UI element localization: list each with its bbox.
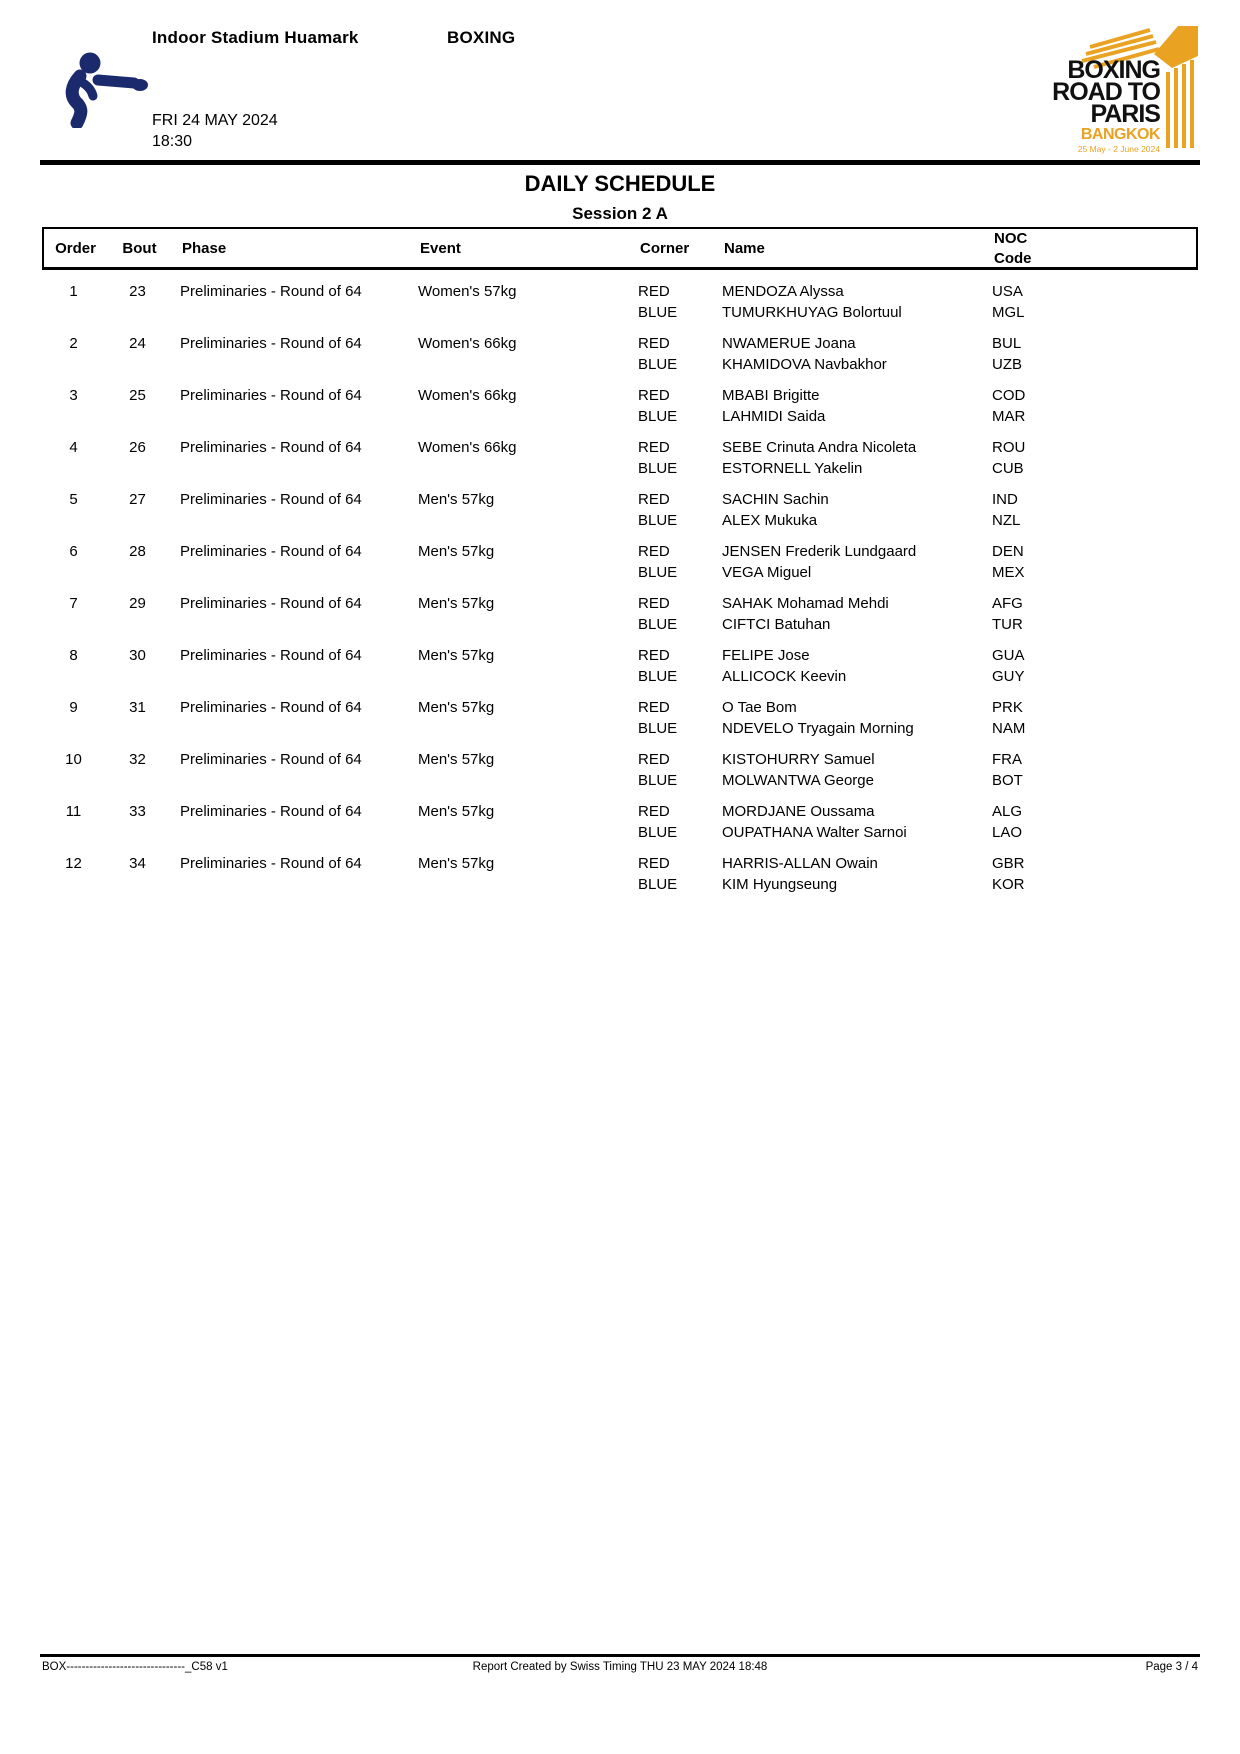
noc-cell	[992, 697, 1198, 739]
session-time: 18:30	[152, 133, 193, 150]
name-cell	[722, 333, 992, 375]
phase-cell: Preliminaries - Round of 64	[180, 283, 362, 300]
red-athlete-name: SEBE Crinuta Andra Nicoleta	[722, 439, 917, 456]
blue-corner-label: BLUE	[638, 720, 678, 737]
red-corner-label: RED	[638, 751, 670, 768]
col-header-noc-line2: Code	[994, 250, 1032, 267]
blue-noc-code: TUR	[992, 616, 1023, 633]
schedule-table-header	[42, 227, 1198, 270]
page-title: DAILY SCHEDULE	[524, 171, 716, 196]
order-cell: 6	[69, 543, 78, 560]
blue-corner-label: BLUE	[638, 304, 678, 321]
corner-cell	[638, 281, 722, 323]
red-corner-label: RED	[638, 803, 670, 820]
red-athlete-name: HARRIS-ALLAN Owain	[722, 855, 878, 872]
phase-cell: Preliminaries - Round of 64	[180, 803, 362, 820]
boxing-pictogram-icon	[52, 50, 148, 128]
table-row	[42, 645, 1198, 687]
col-header-order: Order	[55, 240, 96, 257]
session-subtitle: Session 2 A	[572, 204, 668, 223]
order-cell: 3	[69, 387, 78, 404]
col-header-name: Name	[724, 240, 765, 257]
footer-divider-rule	[40, 1654, 1200, 1657]
red-corner-label: RED	[638, 283, 670, 300]
blue-corner-label: BLUE	[638, 616, 678, 633]
blue-athlete-name: NDEVELO Tryagain Morning	[722, 720, 914, 737]
blue-corner-label: BLUE	[638, 408, 678, 425]
name-cell	[722, 489, 992, 531]
red-noc-code: BUL	[992, 335, 1022, 352]
logo-dates: 25 May - 2 June 2024	[1077, 144, 1160, 154]
col-header-noc	[994, 229, 1196, 269]
boxing-road-to-paris-logo	[1038, 26, 1202, 158]
noc-cell	[992, 801, 1198, 843]
corner-cell	[638, 593, 722, 635]
col-header-phase: Phase	[182, 240, 227, 257]
noc-cell	[992, 489, 1198, 531]
name-cell	[722, 697, 992, 739]
noc-cell	[992, 541, 1198, 583]
noc-cell	[992, 853, 1198, 895]
name-cell	[722, 385, 992, 427]
table-row	[42, 801, 1198, 843]
phase-cell: Preliminaries - Round of 64	[180, 491, 362, 508]
corner-cell	[638, 853, 722, 895]
order-cell: 12	[65, 855, 82, 872]
bout-cell: 31	[129, 699, 146, 716]
blue-athlete-name: ALLICOCK Keevin	[722, 668, 847, 685]
blue-athlete-name: VEGA Miguel	[722, 564, 812, 581]
blue-athlete-name: MOLWANTWA George	[722, 772, 874, 789]
noc-cell	[992, 333, 1198, 375]
bout-cell: 34	[129, 855, 146, 872]
order-cell: 4	[69, 439, 78, 456]
phase-cell: Preliminaries - Round of 64	[180, 439, 362, 456]
bout-cell: 30	[129, 647, 146, 664]
blue-athlete-name: KIM Hyungseung	[722, 876, 838, 893]
blue-noc-code: LAO	[992, 824, 1023, 841]
red-noc-code: USA	[992, 283, 1023, 300]
phase-cell: Preliminaries - Round of 64	[180, 543, 362, 560]
order-cell: 11	[65, 803, 82, 820]
bout-cell: 33	[129, 803, 146, 820]
bout-cell: 28	[129, 543, 146, 560]
col-header-event: Event	[420, 240, 461, 257]
corner-cell	[638, 541, 722, 583]
red-noc-code: ROU	[992, 439, 1026, 456]
noc-cell	[992, 593, 1198, 635]
blue-athlete-name: ALEX Mukuka	[722, 512, 818, 529]
bout-cell: 26	[129, 439, 146, 456]
order-cell: 1	[69, 283, 78, 300]
red-noc-code: GBR	[992, 855, 1025, 872]
red-noc-code: FRA	[992, 751, 1022, 768]
red-corner-label: RED	[638, 647, 670, 664]
red-athlete-name: MENDOZA Alyssa	[722, 283, 844, 300]
event-cell: Men's 57kg	[418, 699, 495, 716]
noc-cell	[992, 281, 1198, 323]
name-cell	[722, 749, 992, 791]
event-cell: Men's 57kg	[418, 803, 495, 820]
red-corner-label: RED	[638, 491, 670, 508]
event-cell: Women's 66kg	[418, 387, 517, 404]
red-athlete-name: JENSEN Frederik Lundgaard	[722, 543, 917, 560]
blue-corner-label: BLUE	[638, 356, 678, 373]
red-noc-code: ALG	[992, 803, 1023, 820]
table-row	[42, 437, 1198, 479]
logo-line2: ROAD TO	[1052, 78, 1160, 106]
phase-cell: Preliminaries - Round of 64	[180, 595, 362, 612]
bout-cell: 23	[129, 283, 146, 300]
sport-name: BOXING	[447, 28, 516, 47]
blue-corner-label: BLUE	[638, 824, 678, 841]
blue-noc-code: GUY	[992, 668, 1025, 685]
red-athlete-name: NWAMERUE Joana	[722, 335, 856, 352]
event-cell: Women's 66kg	[418, 335, 517, 352]
red-noc-code: PRK	[992, 699, 1023, 716]
red-noc-code: DEN	[992, 543, 1024, 560]
col-header-noc-line1: NOC	[994, 230, 1028, 247]
table-row	[42, 281, 1198, 323]
order-cell: 9	[69, 699, 78, 716]
red-athlete-name: KISTOHURRY Samuel	[722, 751, 875, 768]
blue-athlete-name: CIFTCI Batuhan	[722, 616, 831, 633]
blue-corner-label: BLUE	[638, 876, 678, 893]
order-cell: 7	[69, 595, 78, 612]
red-athlete-name: O Tae Bom	[722, 699, 797, 716]
phase-cell: Preliminaries - Round of 64	[180, 855, 362, 872]
blue-noc-code: NAM	[992, 720, 1026, 737]
blue-corner-label: BLUE	[638, 460, 678, 477]
event-cell: Men's 57kg	[418, 595, 495, 612]
table-row	[42, 541, 1198, 583]
table-row	[42, 697, 1198, 739]
phase-cell: Preliminaries - Round of 64	[180, 751, 362, 768]
phase-cell: Preliminaries - Round of 64	[180, 699, 362, 716]
red-athlete-name: SACHIN Sachin	[722, 491, 829, 508]
phase-cell: Preliminaries - Round of 64	[180, 335, 362, 352]
red-athlete-name: FELIPE Jose	[722, 647, 810, 664]
table-row	[42, 385, 1198, 427]
bout-cell: 24	[129, 335, 146, 352]
bout-cell: 27	[129, 491, 146, 508]
col-header-corner: Corner	[640, 240, 690, 257]
blue-noc-code: MAR	[992, 408, 1026, 425]
footer-page-number: Page 3 / 4	[1145, 1661, 1198, 1673]
event-cell: Men's 57kg	[418, 751, 495, 768]
order-cell: 5	[69, 491, 78, 508]
noc-cell	[992, 749, 1198, 791]
corner-cell	[638, 333, 722, 375]
red-corner-label: RED	[638, 387, 670, 404]
blue-noc-code: MEX	[992, 564, 1025, 581]
table-row	[42, 489, 1198, 531]
corner-cell	[638, 489, 722, 531]
name-cell	[722, 541, 992, 583]
phase-cell: Preliminaries - Round of 64	[180, 647, 362, 664]
blue-corner-label: BLUE	[638, 772, 678, 789]
name-cell	[722, 645, 992, 687]
corner-cell	[638, 437, 722, 479]
blue-athlete-name: OUPATHANA Walter Sarnoi	[722, 824, 907, 841]
event-cell: Women's 57kg	[418, 283, 517, 300]
bout-cell: 32	[129, 751, 146, 768]
blue-corner-label: BLUE	[638, 512, 678, 529]
red-athlete-name: MBABI Brigitte	[722, 387, 820, 404]
footer-document-code: BOX-------------------------------_C58 v1	[42, 1661, 228, 1673]
bout-cell: 25	[129, 387, 146, 404]
name-cell	[722, 281, 992, 323]
red-noc-code: AFG	[992, 595, 1023, 612]
table-row	[42, 749, 1198, 791]
table-row	[42, 333, 1198, 375]
phase-cell: Preliminaries - Round of 64	[180, 387, 362, 404]
session-date: FRI 24 MAY 2024	[152, 112, 278, 129]
blue-noc-code: UZB	[992, 356, 1022, 373]
red-noc-code: COD	[992, 387, 1026, 404]
blue-noc-code: KOR	[992, 876, 1025, 893]
blue-athlete-name: TUMURKHUYAG Bolortuul	[722, 304, 902, 321]
red-corner-label: RED	[638, 439, 670, 456]
event-cell: Men's 57kg	[418, 855, 495, 872]
red-corner-label: RED	[638, 335, 670, 352]
event-cell: Men's 57kg	[418, 543, 495, 560]
schedule-rows	[42, 281, 1198, 905]
red-athlete-name: SAHAK Mohamad Mehdi	[722, 595, 889, 612]
header-divider-rule	[40, 160, 1200, 165]
red-corner-label: RED	[638, 595, 670, 612]
red-corner-label: RED	[638, 855, 670, 872]
table-row	[42, 593, 1198, 635]
blue-athlete-name: LAHMIDI Saida	[722, 408, 826, 425]
name-cell	[722, 801, 992, 843]
order-cell: 2	[69, 335, 78, 352]
corner-cell	[638, 385, 722, 427]
event-cell: Men's 57kg	[418, 491, 495, 508]
blue-corner-label: BLUE	[638, 668, 678, 685]
venue-name: Indoor Stadium Huamark	[152, 28, 359, 47]
corner-cell	[638, 749, 722, 791]
name-cell	[722, 437, 992, 479]
event-cell: Women's 66kg	[418, 439, 517, 456]
name-cell	[722, 853, 992, 895]
red-noc-code: IND	[992, 491, 1018, 508]
noc-cell	[992, 437, 1198, 479]
noc-cell	[992, 645, 1198, 687]
blue-noc-code: BOT	[992, 772, 1023, 789]
table-row	[42, 853, 1198, 895]
blue-noc-code: MGL	[992, 304, 1025, 321]
footer-report-created: Report Created by Swiss Timing THU 23 MAY 2024 18:48	[472, 1661, 768, 1673]
order-cell: 10	[65, 751, 82, 768]
corner-cell	[638, 801, 722, 843]
red-noc-code: GUA	[992, 647, 1025, 664]
logo-city: BANGKOK	[1080, 126, 1160, 143]
red-athlete-name: MORDJANE Oussama	[722, 803, 875, 820]
blue-noc-code: NZL	[992, 512, 1021, 529]
red-corner-label: RED	[638, 699, 670, 716]
col-header-bout: Bout	[122, 240, 157, 257]
event-cell: Men's 57kg	[418, 647, 495, 664]
logo-line1: BOXING	[1067, 56, 1160, 84]
blue-athlete-name: KHAMIDOVA Navbakhor	[722, 356, 887, 373]
blue-noc-code: CUB	[992, 460, 1024, 477]
bout-cell: 29	[129, 595, 146, 612]
logo-line3: PARIS	[1090, 100, 1160, 128]
blue-corner-label: BLUE	[638, 564, 678, 581]
noc-cell	[992, 385, 1198, 427]
red-corner-label: RED	[638, 543, 670, 560]
corner-cell	[638, 645, 722, 687]
name-cell	[722, 593, 992, 635]
corner-cell	[638, 697, 722, 739]
blue-athlete-name: ESTORNELL Yakelin	[722, 460, 863, 477]
order-cell: 8	[69, 647, 78, 664]
